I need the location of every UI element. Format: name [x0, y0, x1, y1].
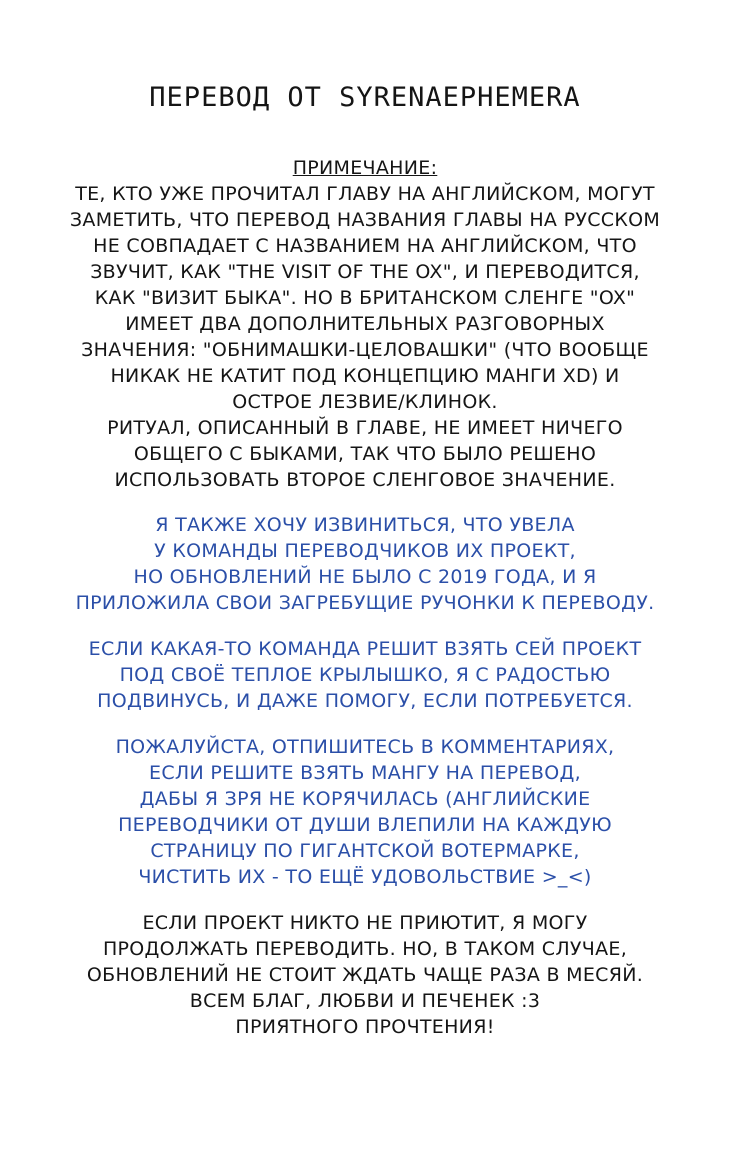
- apology-line: У КОМАНДЫ ПЕРЕВОДЧИКОВ ИХ ПРОЕКТ,: [154, 540, 576, 562]
- apology-line: Я ТАКЖЕ ХОЧУ ИЗВИНИТЬСЯ, ЧТО УВЕЛА: [155, 514, 575, 536]
- contact-request-line: ЧИСТИТЬ ИХ - ТО ЕЩЁ УДОВОЛЬСТВИЕ >_<): [138, 866, 592, 888]
- closing-line: ЕСЛИ ПРОЕКТ НИКТО НЕ ПРИЮТИТ, Я МОГУ: [142, 912, 588, 934]
- note-line: ТЕ, КТО УЖЕ ПРОЧИТАЛ ГЛАВУ НА АНГЛИЙСКОМ, МОГУТ: [75, 183, 655, 205]
- note-line: ИСПОЛЬЗОВАТЬ ВТОРОЕ СЛЕНГОВОЕ ЗНАЧЕНИЕ.: [114, 469, 616, 491]
- contact-request-line: ДАБЫ Я ЗРЯ НЕ КОРЯЧИЛАСЬ (АНГЛИЙСКИЕ: [139, 788, 591, 810]
- apology-line: ПРИЛОЖИЛА СВОИ ЗАГРЕБУЩИЕ РУЧОНКИ К ПЕРЕВОДУ.: [75, 592, 655, 614]
- note-line: ОСТРОЕ ЛЕЗВИЕ/КЛИНОК.: [232, 391, 498, 413]
- note-line: ЗАМЕТИТЬ, ЧТО ПЕРЕВОД НАЗВАНИЯ ГЛАВЫ НА РУССКОМ: [69, 209, 661, 231]
- team-offer-line: ЕСЛИ КАКАЯ-ТО КОМАНДА РЕШИТ ВЗЯТЬ СЕЙ ПРОЕКТ: [88, 638, 642, 660]
- page-title: ПЕРЕВОД ОТ SYRENAEPHEMERA: [149, 82, 581, 113]
- contact-request-paragraph: [30, 734, 700, 890]
- closing-line: ВСЕМ БЛАГ, ЛЮБВИ И ПЕЧЕНЕК :3: [189, 990, 541, 1012]
- team-offer-paragraph: [30, 636, 700, 714]
- note-line: ЗНАЧЕНИЯ: "ОБНИМАШКИ-ЦЕЛОВАШКИ" (ЧТО ВООБЩЕ: [81, 339, 649, 361]
- note-paragraph: [30, 155, 700, 493]
- note-label: ПРИМЕЧАНИЕ:: [292, 157, 438, 179]
- apology-paragraph: [30, 512, 700, 616]
- note-line: ОБЩЕГО С БЫКАМИ, ТАК ЧТО БЫЛО РЕШЕНО: [133, 443, 597, 465]
- contact-request-line: СТРАНИЦУ ПО ГИГАНТСКОЙ ВОТЕРМАРКЕ,: [150, 840, 580, 862]
- contact-request-line: ЕСЛИ РЕШИТЕ ВЗЯТЬ МАНГУ НА ПЕРЕВОД,: [149, 762, 581, 784]
- closing-paragraph: [30, 910, 700, 1040]
- note-line: РИТУАЛ, ОПИСАННЫЙ В ГЛАВЕ, НЕ ИМЕЕТ НИЧЕГО: [107, 417, 623, 439]
- note-line: ЗВУЧИТ, КАК "THE VISIT OF THE OX", И ПЕРЕВОДИТСЯ,: [90, 261, 640, 283]
- contact-request-line: ПОЖАЛУЙСТА, ОТПИШИТЕСЬ В КОММЕНТАРИЯХ,: [115, 736, 615, 758]
- note-line: ИМЕЕТ ДВА ДОПОЛНИТЕЛЬНЫХ РАЗГОВОРНЫХ: [125, 313, 605, 335]
- note-line: НЕ СОВПАДАЕТ С НАЗВАНИЕМ НА АНГЛИЙСКОМ, ЧТО: [93, 235, 637, 257]
- note-line: КАК "ВИЗИТ БЫКА". НО В БРИТАНСКОМ СЛЕНГЕ "OX": [94, 287, 636, 309]
- closing-line: ПРИЯТНОГО ПРОЧТЕНИЯ!: [235, 1016, 495, 1038]
- apology-line: НО ОБНОВЛЕНИЙ НЕ БЫЛО С 2019 ГОДА, И Я: [133, 566, 597, 588]
- team-offer-line: ПОД СВОЁ ТЕПЛОЕ КРЫЛЫШКО, Я С РАДОСТЬЮ: [119, 664, 611, 686]
- closing-line: ОБНОВЛЕНИЙ НЕ СТОИТ ЖДАТЬ ЧАЩЕ РАЗА В МЕСЯЙ.: [86, 964, 644, 986]
- team-offer-line: ПОДВИНУСЬ, И ДАЖЕ ПОМОГУ, ЕСЛИ ПОТРЕБУЕТСЯ.: [97, 690, 633, 712]
- closing-line: ПРОДОЛЖАТЬ ПЕРЕВОДИТЬ. НО, В ТАКОМ СЛУЧАЕ,: [102, 938, 628, 960]
- contact-request-line: ПЕРЕВОДЧИКИ ОТ ДУШИ ВЛЕПИЛИ НА КАЖДУЮ: [118, 814, 612, 836]
- note-line: НИКАК НЕ КАТИТ ПОД КОНЦЕПЦИЮ МАНГИ XD) И: [110, 365, 620, 387]
